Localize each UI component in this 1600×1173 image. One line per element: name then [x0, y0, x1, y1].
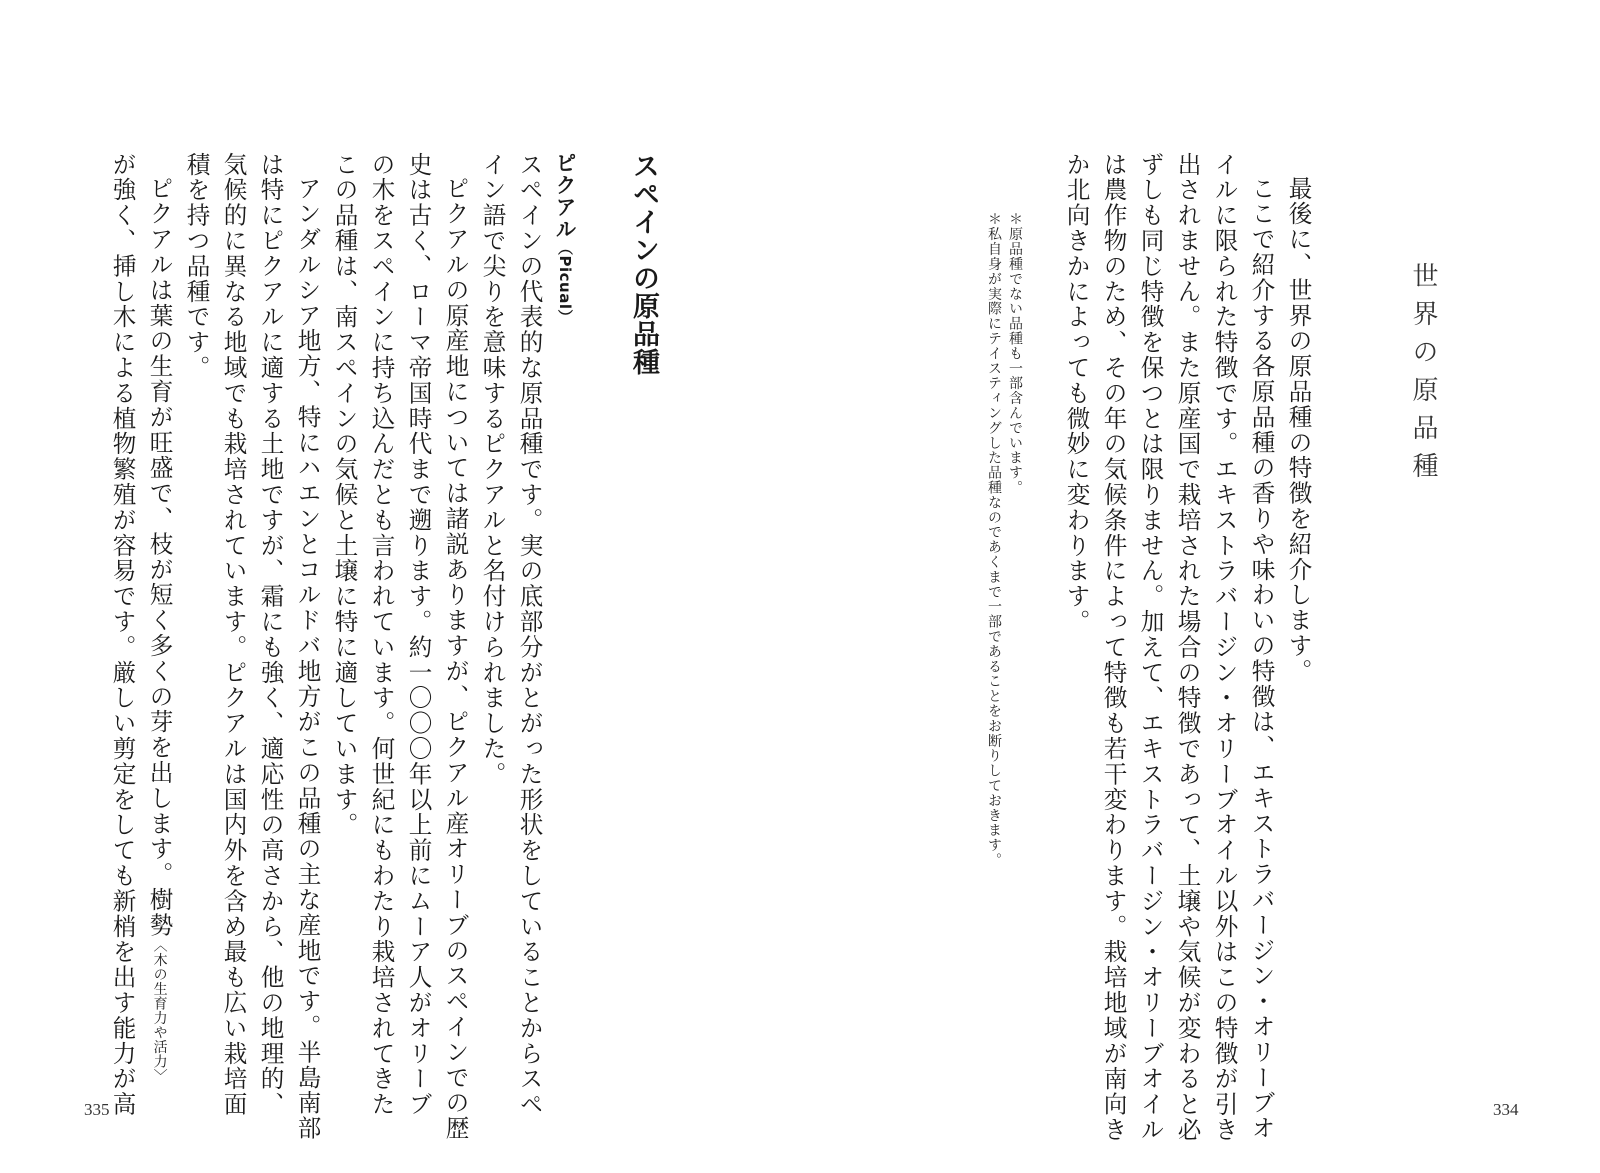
variety-heading [554, 152, 575, 325]
page-number: 334 [1493, 1100, 1519, 1119]
variety-latin-name: （Picual） [556, 240, 574, 325]
body-column: 積を持つ品種です。 [182, 152, 211, 381]
variety-name: ピクアル [553, 152, 577, 240]
body-column: スペインの代表的な原品種です。実の底部分がとがった形状をしていることからスペ [515, 152, 544, 1118]
body-column [145, 176, 174, 1083]
body-column: ピクアルの原産地については諸説ありますが、ピクアル産オリーブのスペインでの歴 [441, 176, 470, 1142]
body-column: 史は古く、ローマ帝国時代まで遡ります。約一〇〇〇年以上前にムーア人がオリーブ [404, 152, 433, 1118]
body-column: アンダルシア地方、特にハエンとコルドバ地方がこの品種の主な産地です。半島南部 [293, 176, 322, 1142]
section-title: 世界の原品種 [1408, 262, 1438, 490]
inline-note: 〈木の生育力や活力〉 [151, 938, 168, 1083]
footnote: ＊原品種でない品種も一部含んでいます。 [1007, 212, 1023, 496]
body-column: の木をスペインに持ち込んだとも言われています。何世紀にもわたり栽培されてきた [367, 152, 396, 1118]
body-column: 気候的に異なる地域でも栽培されています。ピクアルは国内外を含め最も広い栽培面 [219, 152, 248, 1118]
body-column: ずしも同じ特徴を保つとは限りません。加えて、エキストラバージン・オリーブオイル [1136, 152, 1165, 1143]
body-column: ここで紹介する各原品種の香りや味わいの特徴は、エキストラバージン・オリーブオ [1247, 176, 1276, 1142]
footnote: ＊私自身が実際にテイスティングした品種なのであくまで一部であることをお断りしておきます。 [986, 212, 1002, 868]
body-column: が強く、挿し木による植物繁殖が容易です。厳しい剪定をしても新梢を出す能力が高 [108, 152, 137, 1118]
body-column: 最後に、世界の原品種の特徴を紹介します。 [1284, 176, 1313, 684]
body-column: か北向きかによっても微妙に変わります。 [1062, 152, 1091, 635]
body-text: ピクアルは葉の生育が旺盛で、枝が短く多くの芽を出します。樹勢 [145, 176, 174, 938]
body-column: は特にピクアルに適する土地ですが、霜にも強く、適応性の高さから、他の地理的、 [256, 152, 285, 1118]
body-column: は農作物のため、その年の気候条件によって特徴も若干変わります。栽培地域が南向き [1099, 152, 1128, 1143]
body-column: 出されません。また原産国で栽培された場合の特徴であって、土壌や気候が変わると必 [1173, 152, 1202, 1143]
page-number: 335 [84, 1100, 110, 1119]
body-column: イルに限られた特徴です。エキストラバージン・オリーブオイル以外はこの特徴が引き [1210, 152, 1239, 1143]
body-column: この品種は、南スペインの気候と土壌に特に適しています。 [330, 152, 359, 838]
section-heading: スペインの原品種 [628, 152, 659, 376]
body-column: イン語で尖りを意味するピクアルと名付けられました。 [478, 152, 507, 787]
